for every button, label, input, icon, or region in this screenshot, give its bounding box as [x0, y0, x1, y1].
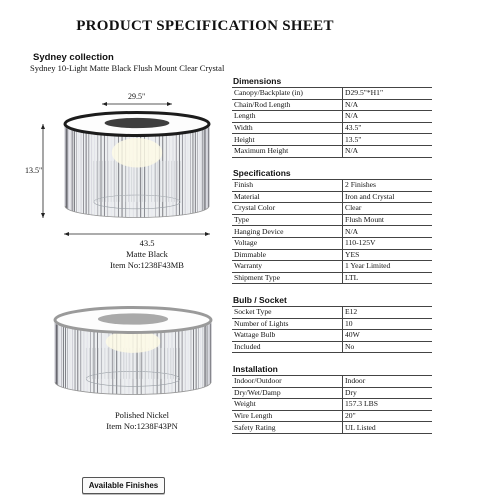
spec-value: Dry [343, 387, 433, 399]
spec-row [232, 341, 432, 353]
spec-key: Voltage [232, 237, 343, 249]
spec-value: LTL [343, 272, 433, 284]
spec-key: Dimmable [232, 249, 343, 261]
spec-value: 43.5" [343, 122, 433, 134]
spec-value: 157.3 LBS [343, 399, 433, 411]
top-product-caption [77, 238, 217, 271]
chandelier-matte-black-image [20, 86, 220, 246]
spec-value: N/A [343, 145, 433, 157]
spec-value: UL Listed [343, 422, 433, 434]
spec-row [232, 191, 432, 203]
spec-row [232, 99, 432, 111]
spec-row [232, 261, 432, 273]
canopy-dimension-label: 29.5" [128, 92, 146, 101]
spec-key: Included [232, 341, 343, 353]
chandelier-polished-nickel-image [48, 300, 218, 405]
spec-row [232, 272, 432, 284]
spec-row [232, 111, 432, 123]
spec-key: Socket Type [232, 307, 343, 319]
bulb-socket-table [232, 306, 432, 353]
spec-value: D29.5"*H1" [343, 88, 433, 100]
spec-key: Finish [232, 180, 343, 192]
bottom-product-caption [72, 410, 212, 432]
spec-key: Number of Lights [232, 318, 343, 330]
spec-key: Safety Rating [232, 422, 343, 434]
spec-value: 40W [343, 330, 433, 342]
spec-value: Clear [343, 203, 433, 215]
spec-row [232, 422, 432, 434]
bulb-socket-heading: Bulb / Socket [233, 295, 287, 305]
spec-value: Flush Mount [343, 214, 433, 226]
spec-row [232, 226, 432, 238]
collection-name: Sydney collection [33, 52, 114, 63]
spec-value: 2 Finishes [343, 180, 433, 192]
spec-value: E12 [343, 307, 433, 319]
spec-row [232, 203, 432, 215]
spec-value: Indoor [343, 376, 433, 388]
spec-row [232, 237, 432, 249]
spec-key: Width [232, 122, 343, 134]
spec-row [232, 318, 432, 330]
finish-polished-nickel-label: Polished Nickel [114, 410, 170, 420]
spec-key: Weight [232, 399, 343, 411]
spec-row [232, 145, 432, 157]
product-subtitle: Sydney 10-Light Matte Black Flush Mount Clear Crystal [30, 63, 225, 73]
spec-row [232, 180, 432, 192]
installation-heading: Installation [233, 364, 278, 374]
spec-key: Wattage Bulb [232, 330, 343, 342]
spec-row [232, 387, 432, 399]
spec-value: 1 Year Limited [343, 261, 433, 273]
installation-table [232, 375, 432, 434]
spec-key: Canopy/Backplate (in) [232, 88, 343, 100]
spec-row [232, 330, 432, 342]
specifications-table [232, 179, 432, 284]
item-number-matte-black: Item No:1238F43MB [110, 260, 184, 270]
spec-row [232, 376, 432, 388]
spec-row [232, 249, 432, 261]
spec-value: N/A [343, 99, 433, 111]
spec-row [232, 214, 432, 226]
spec-row [232, 410, 432, 422]
specifications-section [232, 167, 432, 284]
height-dimension-label: 13.5" [25, 166, 43, 175]
spec-value: 13.5" [343, 134, 433, 146]
spec-key: Warranty [232, 261, 343, 273]
spec-key: Dry/Wet/Damp [232, 387, 343, 399]
spec-key: Height [232, 134, 343, 146]
spec-row [232, 399, 432, 411]
spec-key: Crystal Color [232, 203, 343, 215]
page-title: PRODUCT SPECIFICATION SHEET [76, 18, 334, 34]
spec-key: Length [232, 111, 343, 123]
installation-section [232, 363, 432, 434]
width-dimension-label: 43.5 [139, 238, 155, 248]
dimensions-table [232, 87, 432, 158]
spec-key: Maximum Height [232, 145, 343, 157]
available-finishes-button[interactable]: Available Finishes [82, 477, 165, 494]
finish-matte-black-label: Matte Black [126, 249, 168, 259]
dimensions-section [232, 75, 432, 158]
spec-value: 20" [343, 410, 433, 422]
bulb-socket-section [232, 294, 432, 353]
spec-value: Iron and Crystal [343, 191, 433, 203]
spec-key: Shipment Type [232, 272, 343, 284]
spec-value: N/A [343, 111, 433, 123]
spec-row [232, 122, 432, 134]
spec-row [232, 88, 432, 100]
spec-key: Material [232, 191, 343, 203]
spec-row [232, 134, 432, 146]
spec-value: 110-125V [343, 237, 433, 249]
item-number-polished-nickel: Item No:1238F43PN [106, 421, 178, 431]
spec-value: 10 [343, 318, 433, 330]
spec-row [232, 307, 432, 319]
spec-key: Hanging Device [232, 226, 343, 238]
spec-value: YES [343, 249, 433, 261]
spec-key: Type [232, 214, 343, 226]
dimensions-heading: Dimensions [233, 76, 282, 86]
spec-value: No [343, 341, 433, 353]
spec-key: Indoor/Outdoor [232, 376, 343, 388]
spec-key: Chain/Rod Length [232, 99, 343, 111]
spec-value: N/A [343, 226, 433, 238]
spec-key: Wire Length [232, 410, 343, 422]
specifications-heading: Specifications [233, 168, 291, 178]
